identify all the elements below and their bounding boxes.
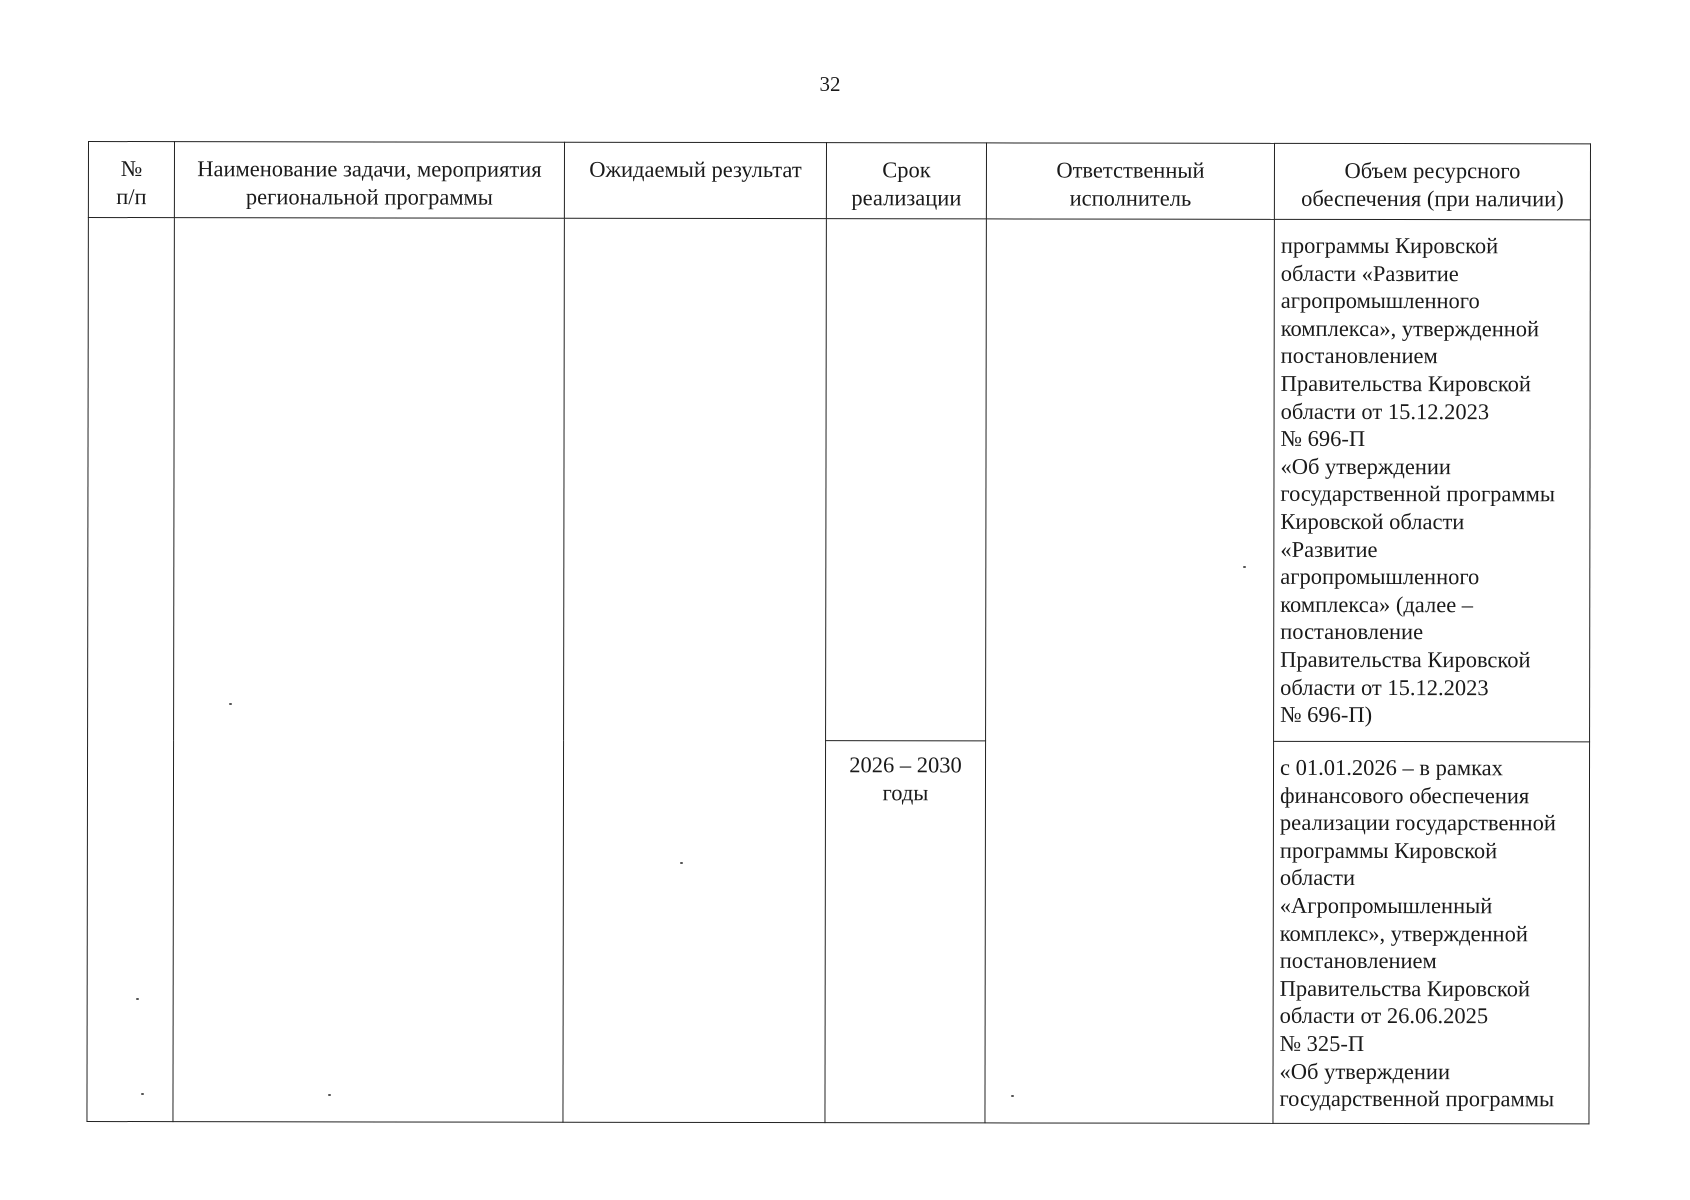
header-expected-result: Ожидаемый результат [564, 142, 826, 218]
header-task-name: Наименование задачи, мероприятия региональной программы [174, 142, 564, 219]
scan-speck [1011, 1095, 1014, 1097]
page-number: 32 [819, 72, 841, 96]
header-resources: Объем ресурсного обеспечения (при наличии) [1274, 143, 1590, 219]
cell-task-name [173, 218, 564, 1123]
header-number: № п/п [88, 142, 174, 218]
cell-resources: с 01.01.2026 – в рамках финансового обеспечения реализации государственной программы Кировской области «Агропромышленный комплекс», утвержденной постановлением Правительства Кировской области от 26.06.2025 № 325-П «Об утверждении государственной программы [1273, 741, 1590, 1123]
scan-speck [229, 703, 232, 705]
header-responsible: Ответственный исполнитель [986, 143, 1274, 219]
cell-term [826, 219, 987, 741]
scan-speck [1243, 566, 1246, 568]
cell-number [87, 218, 174, 1122]
table-header-row [88, 142, 1590, 220]
scan-speck [136, 998, 139, 1000]
program-table [86, 141, 1591, 1124]
cell-expected-result [563, 218, 826, 1122]
cell-term: 2026 – 2030 годы [825, 741, 986, 1123]
scan-speck [141, 1093, 144, 1095]
header-term: Срок реализации [826, 143, 986, 219]
scan-speck [680, 862, 683, 864]
scan-speck [328, 1094, 331, 1096]
cell-resources: программы Кировской области «Развитие агропромышленного комплекса», утвержденной постановлением Правительства Кировской области от 15.12.2023 № 696-П «Об утверждении государственной программы Кировской области «Развитие агропромышленного комплекса» (далее – постановление Правительства Кировской области от 15.12.2023 № 696-П) [1274, 219, 1591, 741]
table-row [88, 218, 1591, 742]
cell-responsible [985, 219, 1274, 1123]
